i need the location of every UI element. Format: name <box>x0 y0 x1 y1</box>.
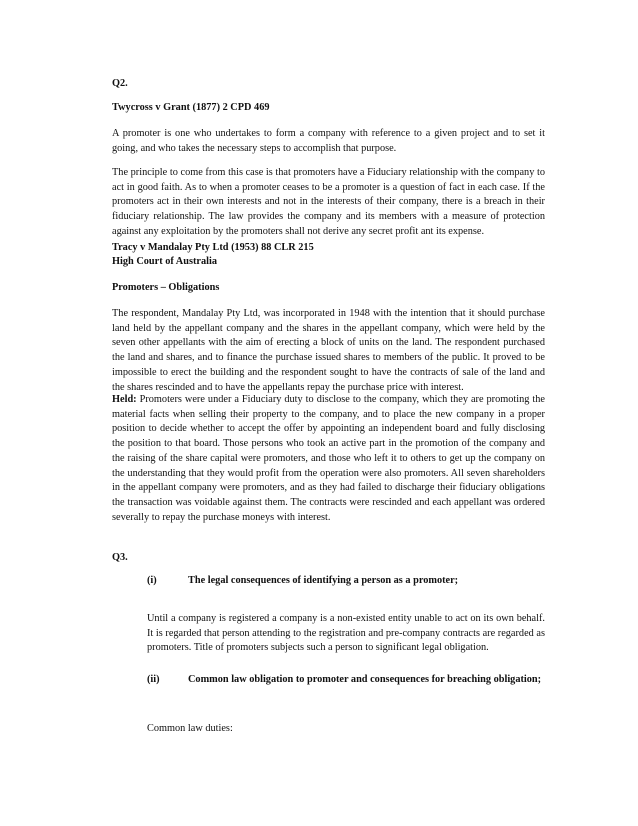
case1-paragraph-2: The principle to come from this case is that promoters have a Fiduciary relationship with the company to act in good faith. As to when a promoter ceases to be a promoter is a question of fact in each case. If the promoters act in their own interests and not in the interests of their company, there is a breach in their fiduciary relationship. The law provides the company and its members with a measure of protection against any exploitation by the promoters shall not derive any secret profit ant its expense. <box>112 167 545 237</box>
item1-label: (i) <box>147 575 157 586</box>
held-label: Held: <box>112 394 137 405</box>
item1-paragraph: Until a company is registered a company is a non-existed entity unable to act on its own behalf. It is regarded that person attending to the registration and pre-company contracts are regarded as promoters. Title of promoters subjects such a person to significant legal obligation. <box>147 613 545 654</box>
case1-title: Twycross v Grant (1877) 2 CPD 469 <box>112 102 270 113</box>
item2-paragraph: Common law duties: <box>147 723 233 734</box>
q3-heading: Q3. <box>112 552 128 563</box>
case2-topic: Promoters – Obligations <box>112 282 220 293</box>
case2-paragraph-1: The respondent, Mandalay Pty Ltd, was incorporated in 1948 with the intention that it should purchase land held by the appellant company and the shares in the appellant company, which were held by the seven other appellants with the aim of erecting a block of units on the land. The respondent purchased the land and shares, and to finance the purchase issued shares to members of the public. It proved to be impossible to erect the building and the respondent sought to have the contracts of sale of the land and the shares rescinded and to have the appellants repay the purchase price with interest. <box>112 308 545 393</box>
item2-title: Common law obligation to promoter and consequences for breaching obligation; <box>188 674 542 685</box>
case2-court: High Court of Australia <box>112 256 217 267</box>
q2-heading: Q2. <box>112 78 128 89</box>
case2-title: Tracy v Mandalay Pty Ltd (1953) 88 CLR 215 <box>112 242 314 253</box>
held-paragraph <box>112 393 545 525</box>
item1-title: The legal consequences of identifying a person as a promoter; <box>188 575 459 586</box>
held-text: Promoters were under a Fiduciary duty to disclose to the company, which they are promoting the material facts when selling their property to the company, and to place the new company in a proper position to decide whether to accept the offer by appointing an independent board and fully disclosing the position to that board. Those persons who took an active part in the promotion of the company and the raising of the share capital were promoters, and those who left it to others to get up the company on the understanding that they would profit from the operation were also promoters. All seven shareholders in the appellant company were promoters, and as they had failed to discharge their fiduciary obligations the transaction was voidable against them. The contracts were rescinded and each appellant was ordered severally to repay the purchase moneys with interest. <box>112 394 545 523</box>
item2-label: (ii) <box>147 674 160 685</box>
case1-paragraph-1: A promoter is one who undertakes to form a company with reference to a given project and to set it going, and who takes the necessary steps to accomplish that purpose. <box>112 128 545 154</box>
